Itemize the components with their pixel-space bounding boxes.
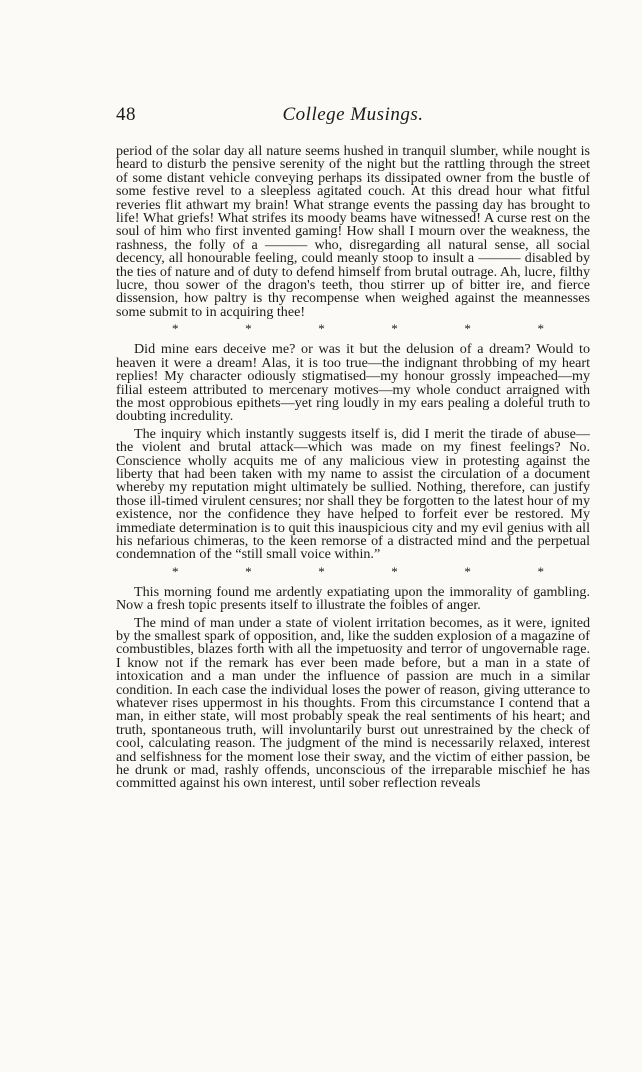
paragraph-anger: The mind of man under a state of violent irritation becomes, as it were, ignited by the smallest spark of opposition, and, like the sudden explosion of a magazine of combustibles, blazes forth with all the impetuosity and terror of ungovernable rage. I know not if the remark has ever been made before, but a man in a state of intoxication and a man under the influence of passion are much in a similar condition. In each case the individual loses the power of reason, giving utterance to whatever rises uppermost in his thoughts. From this circumstance I contend that a man, in either state, will most probably speak the real sentiments of his heart; and truth, spontaneous truth, will involuntarily burst out unrestrained by the check of cool, calculating reason. The judgment of the mind is necessarily relaxed, interest and selfishness for the moment lose their sway, and the victim of either passion, be he drunk or mad, rashly offends, unconscious of the irreparable mischief he has committed against his own interest, until sober reflection reveals — [116, 614, 590, 792]
section-separator — [116, 563, 590, 579]
separator-star: * — [245, 563, 252, 579]
separator-star: * — [172, 563, 179, 579]
page-number: 48 — [116, 104, 136, 125]
separator-star: * — [464, 321, 471, 337]
separator-star: * — [537, 321, 544, 337]
separator-star: * — [318, 321, 325, 337]
paragraph-dream: Did mine ears deceive me? or was it but the delusion of a dream? Would to heaven it were a dream! Alas, it is too true—the indignant throbbing of my heart replies! My character odiously stigmatised—my honour grossly impeached—my filial esteem attributed to mercenary motives—my whole conduct arraigned with the most opprobious epithets—yet ring loudly in my ears pealing a doleful truth to doubting incredulity. — [116, 341, 590, 425]
section-separator — [116, 323, 590, 335]
page-header — [116, 104, 590, 134]
separator-star: * — [391, 563, 398, 579]
separator-star: * — [464, 563, 471, 579]
separator-star: * — [245, 321, 252, 337]
running-title: College Musings. — [282, 104, 424, 125]
separator-star: * — [391, 321, 398, 337]
paragraph-opening: period of the solar day all nature seems hushed in tranquil slumber, while nought is heard to disturb the pensive serenity of the night but the rattling through the street of some distant vehicle conveying perhaps its dissipated owner from the bustle of some festive revel to a sleepless agitated couch. At this dread hour what fitful reveries flit athwart my brain! What strange events the passing day has brought to life! What griefs! What strifes its moody beams have witnessed! A curse rest on the soul of him who first invented gaming! How shall I mourn over the weakness, the rashness, the folly of a ——— who, disregarding all natural sense, all social decency, all honourable feeling, could meanly stoop to insult a ——— disabled by the ties of nature and of duty to defend himself from brutal outrage. Ah, lucre, filthy lucre, thou sower of the dragon's teeth, thou stirrer up of bitter ire, and fierce dissension, how paltry is thy recompense when weighed against the meannesses some submit to in acquiring thee! — [116, 143, 590, 320]
separator-star: * — [318, 563, 325, 579]
separator-star: * — [172, 321, 179, 337]
body-text — [116, 145, 590, 795]
paragraph-inquiry: The inquiry which instantly suggests itself is, did I merit the tirade of abuse—the violent and brutal attack—which was made on my finest feelings? No. Conscience wholly acquits me of any malicious view in protesting against the liberty that had been taken with my name to assist the circulation of a document whereby my reputation might ultimately be sullied. Nothing, therefore, can justify those ill-timed virulent censures; nor shall they be forgotten to the latest hour of my existence, nor the confidence they have helped to forfeit ever be restored. My immediate determination is to quit this inauspicious city and my evil genius with all his nefarious chimeras, to the keen remorse of a distracted mind and the perpetual condemnation of the “still small voice within.” — [116, 425, 590, 563]
separator-star: * — [537, 563, 544, 579]
paragraph-gambling: This morning found me ardently expatiating upon the immorality of gambling. Now a fresh topic presents itself to illustrate the foibles of anger. — [116, 583, 590, 614]
